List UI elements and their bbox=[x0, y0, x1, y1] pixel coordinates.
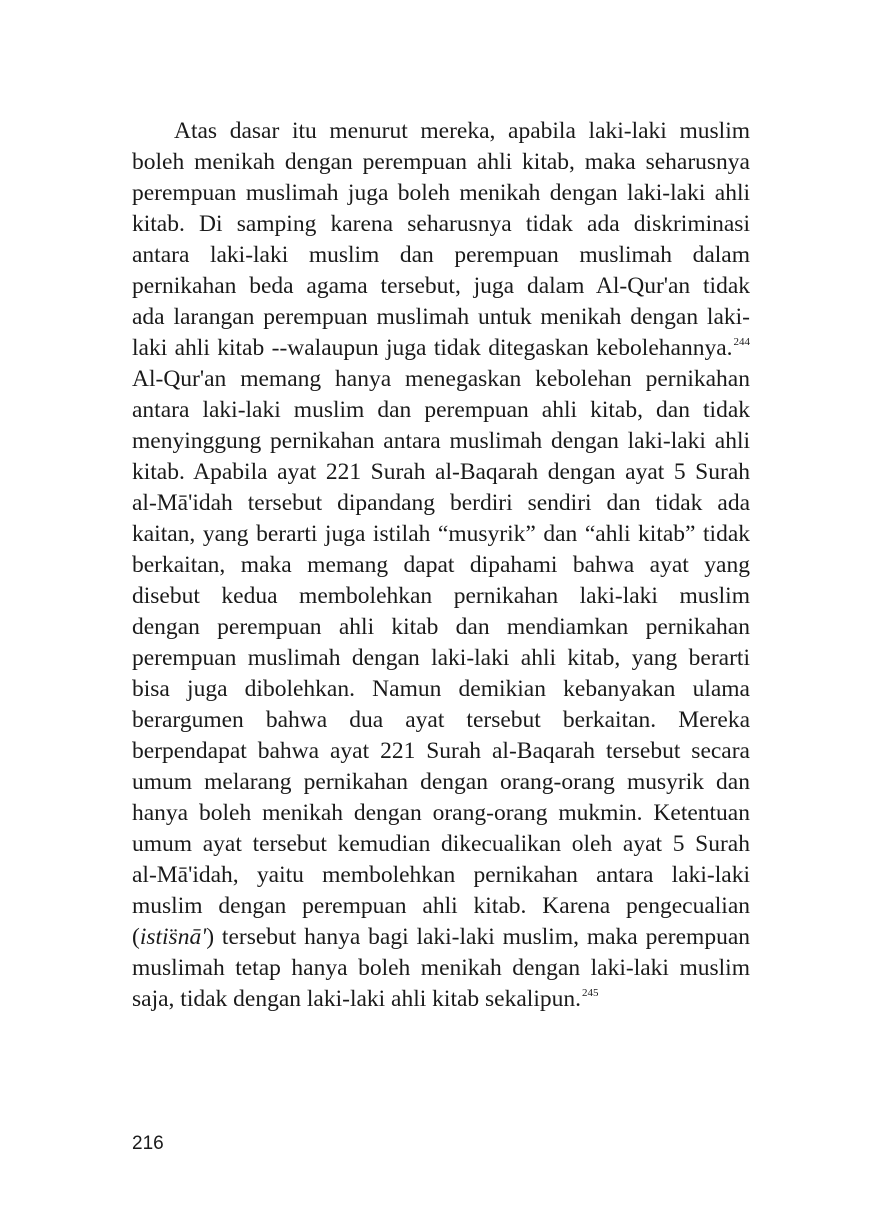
paragraph-line: antara laki-laki muslim dan perempuan ahli kitab, dan tidak bbox=[132, 397, 750, 423]
paragraph-line-with-footnote bbox=[132, 984, 750, 1015]
paragraph-line: menyinggung pernikahan antara muslimah dengan laki-laki ahli bbox=[132, 428, 750, 454]
paragraph-line: muslimah tetap hanya boleh menikah dengan laki-laki muslim bbox=[132, 955, 750, 981]
paragraph-line: antara laki-laki muslim dan perempuan muslimah dalam bbox=[132, 242, 750, 268]
paragraph-line: disebut kedua membolehkan pernikahan laki-laki muslim bbox=[132, 583, 750, 609]
paragraph-line: Al-Qur'an memang hanya menegaskan kebolehan pernikahan bbox=[132, 366, 750, 392]
paragraph-line: perempuan muslimah dengan laki-laki ahli kitab, yang berarti bbox=[132, 645, 750, 671]
footnote-marker: 244 bbox=[733, 336, 750, 348]
paragraph-line-with-footnote bbox=[132, 333, 750, 364]
paragraph-line: umum ayat tersebut kemudian dikecualikan oleh ayat 5 Surah bbox=[132, 831, 750, 857]
paragraph-line: berargumen bahwa dua ayat tersebut berkaitan. Mereka bbox=[132, 707, 750, 733]
open-paren: ( bbox=[132, 924, 140, 950]
paragraph-line: al-Mā'idah, yaitu membolehkan pernikahan antara laki-laki bbox=[132, 862, 750, 888]
paragraph-line: muslim dengan perempuan ahli kitab. Karena pengecualian bbox=[132, 893, 750, 919]
paragraph-line: berkaitan, maka memang dapat dipahami bahwa ayat yang bbox=[132, 552, 750, 578]
paragraph-line: Atas dasar itu menurut mereka, apabila laki-laki muslim bbox=[174, 118, 750, 144]
paragraph-line: bisa juga dibolehkan. Namun demikian kebanyakan ulama bbox=[132, 676, 750, 702]
paragraph-line: kitab. Di samping karena seharusnya tidak ada diskriminasi bbox=[132, 211, 750, 237]
paragraph-line: kaitan, yang berarti juga istilah “musyrik” dan “ahli kitab” tidak bbox=[132, 521, 750, 547]
paragraph-line: ada larangan perempuan muslimah untuk menikah dengan laki- bbox=[132, 304, 750, 330]
body-paragraph bbox=[132, 116, 750, 1015]
page-number: 216 bbox=[132, 1133, 164, 1154]
paragraph-line: al-Mā'idah tersebut dipandang berdiri sendiri dan tidak ada bbox=[132, 490, 750, 516]
paragraph-line: dengan perempuan ahli kitab dan mendiamkan pernikahan bbox=[132, 614, 750, 640]
italic-term-istisna: istis̈nā' bbox=[139, 924, 207, 950]
footnote-marker: 245 bbox=[581, 987, 599, 999]
paragraph-line: hanya boleh menikah dengan orang-orang mukmin. Ketentuan bbox=[132, 800, 750, 826]
paragraph-line-text: saja, tidak dengan laki-laki ahli kitab sekalipun. bbox=[132, 986, 581, 1012]
paragraph-line: boleh menikah dengan perempuan ahli kitab, maka seharusnya bbox=[132, 149, 750, 175]
paragraph-line: kitab. Apabila ayat 221 Surah al-Baqarah dengan ayat 5 Surah bbox=[132, 459, 750, 485]
paragraph-line-istisna bbox=[132, 922, 750, 953]
paragraph-line: perempuan muslimah juga boleh menikah dengan laki-laki ahli bbox=[132, 180, 750, 206]
paragraph-line-text: laki ahli kitab --walaupun juga tidak ditegaskan kebolehannya. bbox=[132, 335, 733, 361]
paragraph-line: pernikahan beda agama tersebut, juga dalam Al-Qur'an tidak bbox=[132, 273, 750, 299]
paragraph-line: berpendapat bahwa ayat 221 Surah al-Baqarah tersebut secara bbox=[132, 738, 750, 764]
paragraph-line: umum melarang pernikahan dengan orang-orang musyrik dan bbox=[132, 769, 750, 795]
paragraph-line-text: ) tersebut hanya bagi laki-laki muslim, maka perempuan bbox=[206, 924, 750, 950]
